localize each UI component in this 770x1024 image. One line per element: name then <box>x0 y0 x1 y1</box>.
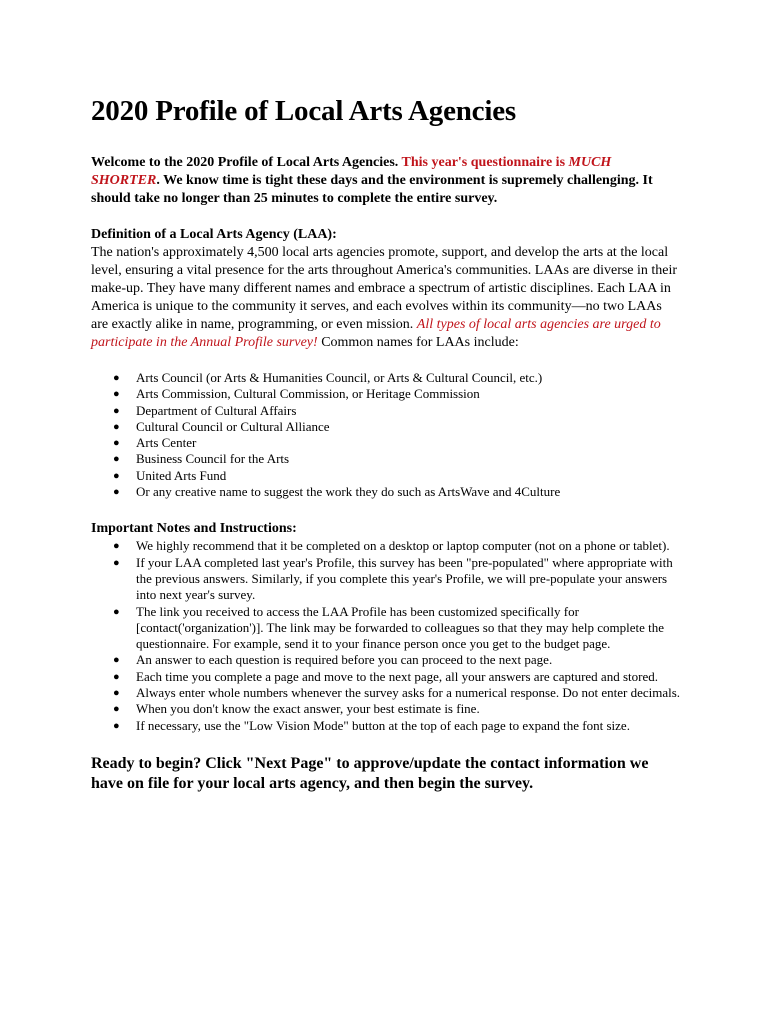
list-item <box>91 685 681 701</box>
definition-body-text: The nation's approximately 4,500 local arts agencies promote, support, and develop the arts at the local level, ensuring a vital presence for the arts throughout America's communities. LAAs are diverse in their make-up. They have many different names and embrace a spectrum of artistic disciplines. Each LAA in America is unique to the community it serves, and each evolves within its community—no two LAAs are exactly alike in name, programming, or even mission. <box>91 245 678 332</box>
bullet-icon: ● <box>113 437 120 450</box>
definition-heading: Definition of a Local Arts Agency (LAA): <box>91 227 337 242</box>
bullet-icon: ● <box>113 605 120 618</box>
bullet-icon: ● <box>113 420 120 433</box>
list-item <box>91 435 681 451</box>
bullet-icon: ● <box>113 670 120 683</box>
list-item <box>91 555 681 604</box>
list-item-text: Cultural Council or Cultural Alliance <box>136 418 330 434</box>
list-item-text: The link you received to access the LAA Profile has been customized specifically for [contact('organization')]. The link may be forwarded to colleagues so that they may help complete the questionnaire. For example, send it to your finance person once you get to the budget page. <box>136 603 664 652</box>
bullet-icon: ● <box>113 703 120 716</box>
bullet-icon: ● <box>113 719 120 732</box>
list-item-text: Or any creative name to suggest the work they do such as ArtsWave and 4Culture <box>136 484 561 500</box>
list-item <box>91 370 681 386</box>
list-item-text: We highly recommend that it be completed on a desktop or laptop computer (not on a phone or tablet). <box>136 538 670 554</box>
bullet-icon: ● <box>113 687 120 700</box>
list-item <box>91 604 681 653</box>
list-item-text: If necessary, use the "Low Vision Mode" button at the top of each page to expand the font size. <box>136 717 630 733</box>
bullet-icon: ● <box>113 388 120 401</box>
list-item-text: United Arts Fund <box>136 467 227 483</box>
survey-intro-page <box>91 92 681 794</box>
list-item-text: When you don't know the exact answer, your best estimate is fine. <box>136 701 480 717</box>
bullet-icon: ● <box>113 469 120 482</box>
bullet-icon: ● <box>113 540 120 553</box>
bullet-icon: ● <box>113 453 120 466</box>
bullet-icon: ● <box>113 404 120 417</box>
list-item-text: Arts Commission, Cultural Commission, or Heritage Commission <box>136 386 480 402</box>
list-item-text: Department of Cultural Affairs <box>136 402 297 418</box>
bullet-icon: ● <box>113 654 120 667</box>
list-item-text: Always enter whole numbers whenever the survey asks for a numerical response. Do not enter decimals. <box>136 685 681 701</box>
welcome-highlight-text: This year's questionnaire is <box>401 155 569 170</box>
list-item <box>91 718 681 734</box>
list-item <box>91 484 681 500</box>
list-item <box>91 701 681 717</box>
list-item <box>91 403 681 419</box>
list-item <box>91 451 681 467</box>
list-item-text: An answer to each question is required before you can proceed to the next page. <box>136 652 553 668</box>
list-item-text: Business Council for the Arts <box>136 451 290 467</box>
laa-types-list <box>91 370 681 500</box>
bullet-icon: ● <box>113 372 120 384</box>
ready-to-begin-text: Ready to begin? Click "Next Page" to approve/update the contact information we have on file for your local arts agency, and then begin the survey. <box>91 754 649 792</box>
list-item <box>91 386 681 402</box>
list-item <box>91 538 681 554</box>
welcome-continuation-text: . We know time is tight these days and the environment is supremely challenging. It should take no longer than 25 minutes to complete the entire survey. <box>91 173 653 206</box>
page-title: 2020 Profile of Local Arts Agencies <box>91 95 516 127</box>
welcome-much-shorter-text: MUCH SHORTER <box>91 155 612 188</box>
list-item-text: Each time you complete a page and move to the next page, all your answers are captured and stored. <box>136 668 658 684</box>
list-item-text: Arts Council (or Arts & Humanities Council, or Arts & Cultural Council, etc.) <box>136 370 543 385</box>
definition-emphasis-text: All types of local arts agencies are urged to participate in the Annual Profile survey! <box>91 317 661 350</box>
notes-list <box>91 538 681 734</box>
bullet-icon: ● <box>113 486 120 499</box>
welcome-text: Welcome to the 2020 Profile of Local Arts Agencies. <box>91 155 402 170</box>
list-item <box>91 652 681 668</box>
bullet-icon: ● <box>113 556 120 569</box>
notes-heading: Important Notes and Instructions: <box>91 521 297 537</box>
list-item <box>91 419 681 435</box>
definition-paragraph <box>91 244 681 352</box>
list-item <box>91 468 681 484</box>
welcome-paragraph <box>91 154 681 208</box>
list-item-text: If your LAA completed last year's Profile, this survey has been "pre-populated" where appropriate with the previous answers. Similarly, if you complete this year's Profile, we will pre-populate your answers into next year's survey. <box>136 554 673 603</box>
list-item-text: Arts Center <box>136 435 197 451</box>
list-item <box>91 669 681 685</box>
definition-tail-text: Common names for LAAs include: <box>317 335 519 350</box>
